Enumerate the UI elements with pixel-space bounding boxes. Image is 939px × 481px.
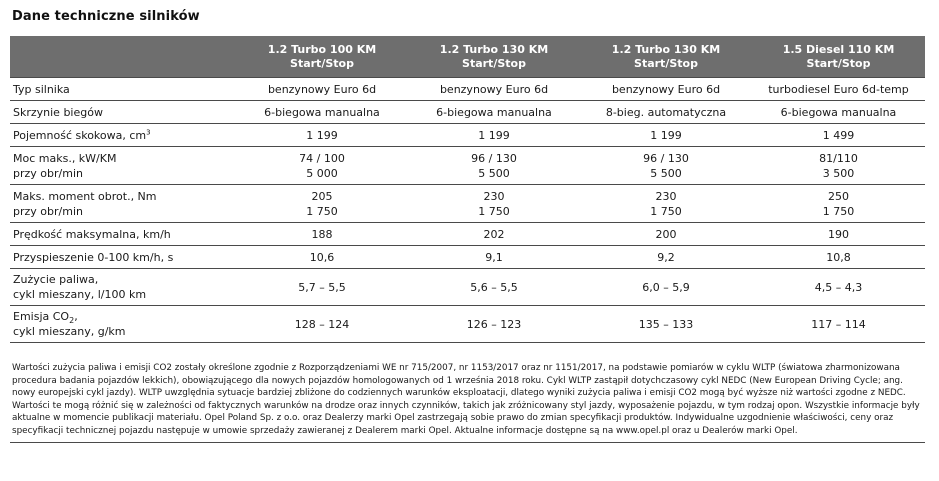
- row-label: Przyspieszenie 0-100 km/h, s: [10, 246, 236, 269]
- row-label: Moc maks., kW/KM przy obr/min: [10, 147, 236, 185]
- page-title: Dane techniczne silników: [12, 9, 200, 24]
- cell-value: 205 1 750: [236, 185, 408, 223]
- row-label: Pojemność skokowa, $cm^3$: [10, 124, 236, 147]
- cell-value: 6-biegowa manualna: [408, 101, 580, 124]
- cell-value: 8-bieg. automatyczna: [580, 101, 752, 124]
- cell-value: 4,5 – 4,3: [752, 269, 925, 306]
- header-engine-3: 1.2 Turbo 130 KM Start/Stop: [580, 36, 752, 78]
- table-header-row: [10, 36, 925, 78]
- row-label: Zużycie paliwa, cykl mieszany, l/100 km: [10, 269, 236, 306]
- header-empty-cell: [10, 36, 236, 78]
- cell-value: 9,2: [580, 246, 752, 269]
- cell-value: 9,1: [408, 246, 580, 269]
- cell-value: 1 199: [408, 124, 580, 147]
- cell-value: 6-biegowa manualna: [752, 101, 925, 124]
- row-max-power: [10, 147, 925, 185]
- row-label: Maks. moment obrot., Nm przy obr/min: [10, 185, 236, 223]
- divider: [10, 442, 925, 443]
- cell-value: 74 / 100 5 000: [236, 147, 408, 185]
- row-label: Prędkość maksymalna, km/h: [10, 223, 236, 246]
- row-label: Emisja $CO_2$, cykl mieszany, g/km: [10, 306, 236, 343]
- footnote: Wartości zużycia paliwa i emisji CO2 zostały określone zgodnie z Rozporządzeniami WE nr 715/2007, nr 1153/2017 oraz nr 1151/2017, na podstawie pomiarów w cyklu WLTP (światowa zharmonizowana procedura badania pojazdów lekkich), obowiązującego dla nowych pojazdów homologowanych od 1 września 2018 roku. Cykl WLTP zastąpił dotychczasowy cykl NEDC (New European Driving Cycle; ang. nowy europejski cykl jazdy). WLTP uwzględnia sytuacje bardziej zbliżone do codziennych warunków eksploatacji, dlatego wyniki zużycia paliwa i emisji CO2 mogą być wyższe niż wartości zgodne z NEDC. Wartości te mogą różnić się w zależności od faktycznych warunków na drodze oraz innych czynników, takich jak zróżnicowany styl jazdy, wyposażenie pojazdu, w tym rodzaj opon. Wszystkie informacje były aktualne w momencie publikacji materiału. Opel Poland Sp. z o.o. oraz Dealerzy marki Opel zastrzegają sobie prawo do zmian specyfikacji produktów. Indywidualne uzgodnienie właściwości, ceny oraz specyfikacji technicznej pojazdu następuje w umowie sprzedaży zawieranej z Dealerem marki Opel. Aktualne informacje dostępne są na www.opel.pl oraz u Dealerów marki Opel.: [12, 363, 920, 436]
- header-engine-1: 1.2 Turbo 100 KM Start/Stop: [236, 36, 408, 78]
- cell-value: benzynowy Euro 6d: [408, 78, 580, 101]
- cell-value: benzynowy Euro 6d: [580, 78, 752, 101]
- row-label: Typ silnika: [10, 78, 236, 101]
- row-displacement: [10, 124, 925, 147]
- row-gearbox: [10, 101, 925, 124]
- cell-value: 81/110 3 500: [752, 147, 925, 185]
- cell-value: 1 199: [580, 124, 752, 147]
- cell-value: 1 199: [236, 124, 408, 147]
- cell-value: 230 1 750: [408, 185, 580, 223]
- header-engine-2: 1.2 Turbo 130 KM Start/Stop: [408, 36, 580, 78]
- cell-value: 200: [580, 223, 752, 246]
- cell-value: 10,8: [752, 246, 925, 269]
- cell-value: 96 / 130 5 500: [408, 147, 580, 185]
- cell-value: 96 / 130 5 500: [580, 147, 752, 185]
- row-acceleration: [10, 246, 925, 269]
- cell-value: 117 – 114: [752, 306, 925, 343]
- cell-value: turbodiesel Euro 6d-temp: [752, 78, 925, 101]
- cell-value: 188: [236, 223, 408, 246]
- cell-value: 135 – 133: [580, 306, 752, 343]
- cell-value: 190: [752, 223, 925, 246]
- cell-value: 5,6 – 5,5: [408, 269, 580, 306]
- row-co2-emission: [10, 306, 925, 343]
- header-engine-4: 1.5 Diesel 110 KM Start/Stop: [752, 36, 925, 78]
- row-label: Skrzynie biegów: [10, 101, 236, 124]
- cell-value: 128 – 124: [236, 306, 408, 343]
- cell-value: 5,7 – 5,5: [236, 269, 408, 306]
- cell-value: 230 1 750: [580, 185, 752, 223]
- cell-value: 250 1 750: [752, 185, 925, 223]
- cell-value: 6-biegowa manualna: [236, 101, 408, 124]
- cell-value: benzynowy Euro 6d: [236, 78, 408, 101]
- cell-value: 10,6: [236, 246, 408, 269]
- cell-value: 202: [408, 223, 580, 246]
- row-fuel-consumption: [10, 269, 925, 306]
- engine-specs-table: [10, 36, 925, 343]
- row-engine-type: [10, 78, 925, 101]
- row-max-speed: [10, 223, 925, 246]
- cell-value: 6,0 – 5,9: [580, 269, 752, 306]
- cell-value: 1 499: [752, 124, 925, 147]
- cell-value: 126 – 123: [408, 306, 580, 343]
- row-max-torque: [10, 185, 925, 223]
